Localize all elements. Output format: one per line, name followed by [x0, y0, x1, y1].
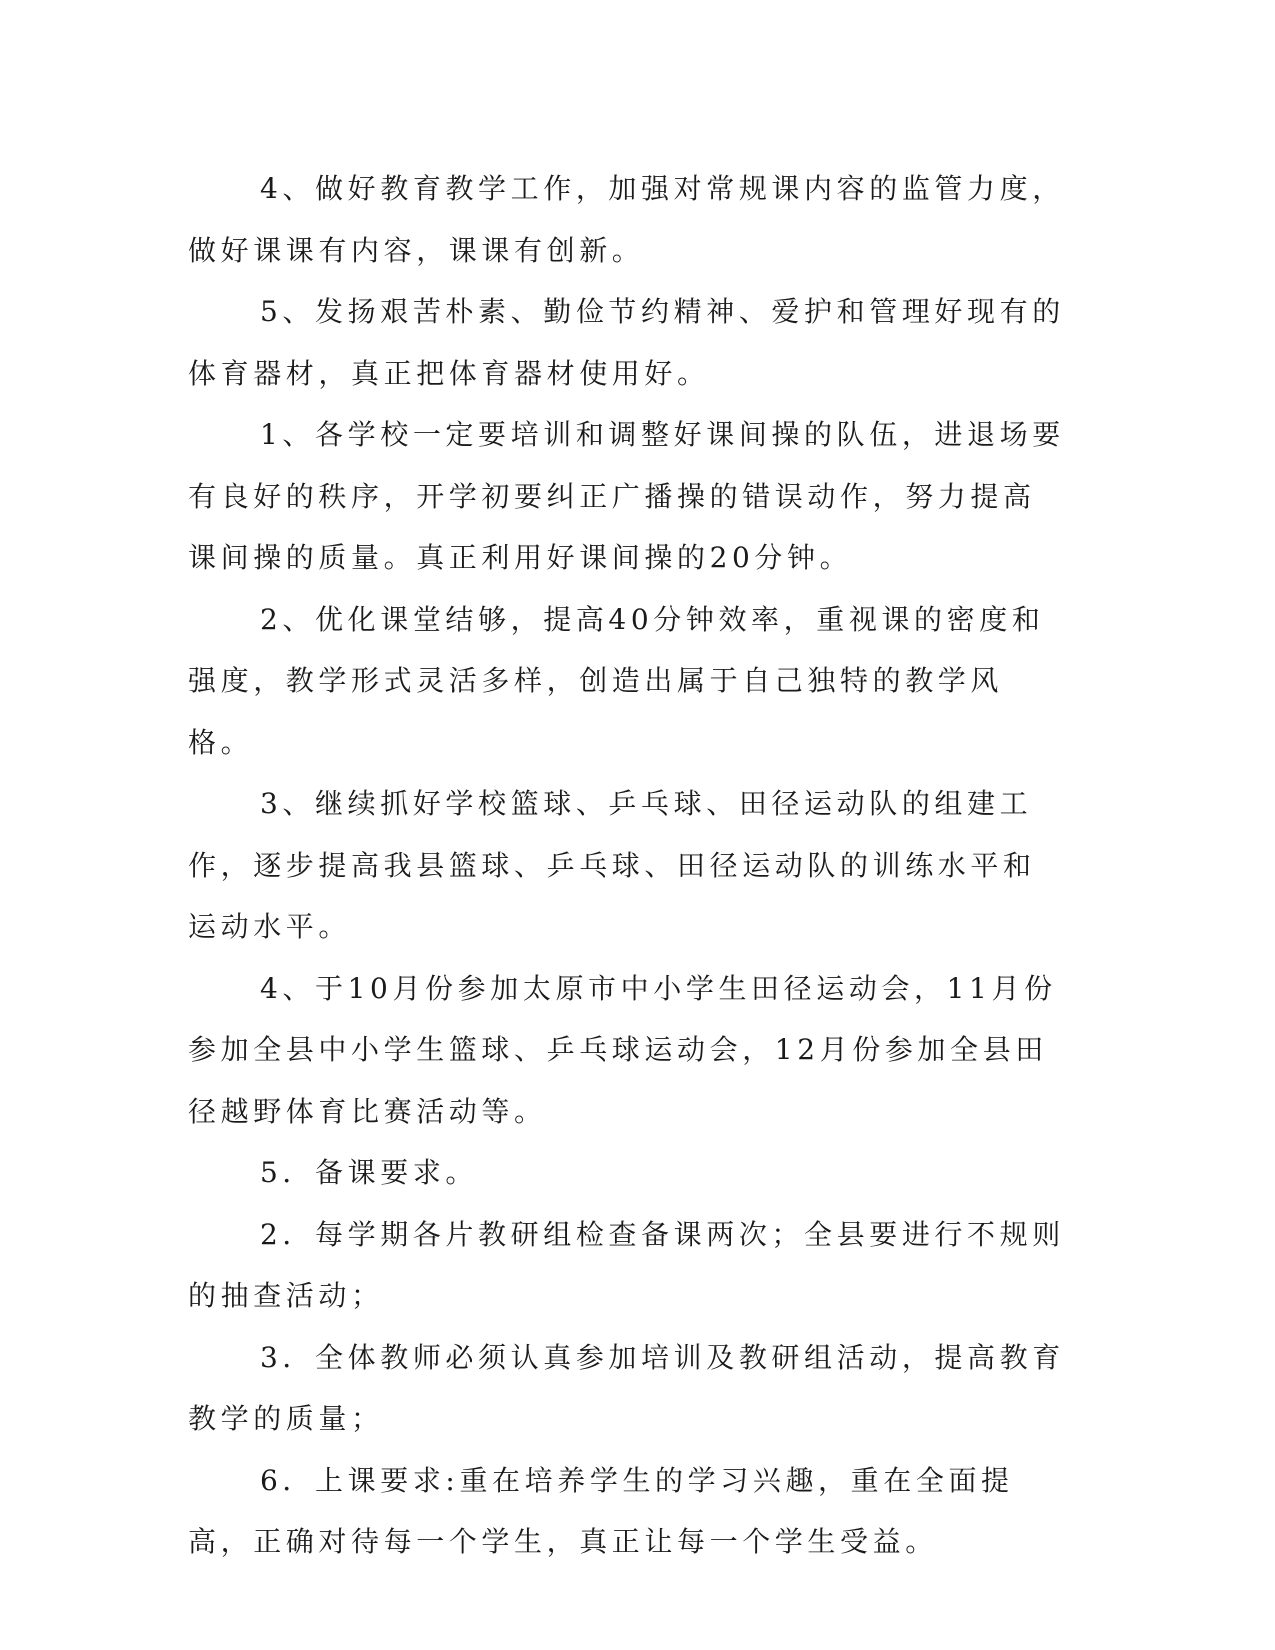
paragraph-sports-teams: 3、继续抓好学校篮球、乒乓球、田径运动队的组建工作，逐步提高我县篮球、乒乓球、田径运动队的训练水平和运动水平。 — [188, 787, 1036, 943]
document-body — [188, 158, 1068, 1573]
paragraph-competitions: 4、于10月份参加太原市中小学生田径运动会，11月份参加全县中小学生篮球、乒乓球运动会，12月份参加全县田径越野体育比赛活动等。 — [188, 971, 1057, 1128]
paragraph-exercise-break: 1、各学校一定要培训和调整好课间操的队伍，进退场要有良好的秩序，开学初要纠正广播操的错误动作，努力提高课间操的质量。真正利用好课间操的20分钟。 — [188, 418, 1065, 574]
paragraph-lesson-prep-heading: 5．备课要求。 — [260, 1156, 479, 1189]
paragraph-class-requirements: 6．上课要求:重在培养学生的学习兴趣，重在全面提高，正确对待每一个学生，真正让每一个学生受益。 — [188, 1463, 1014, 1558]
paragraph-classroom-structure: 2、优化课堂结够，提高40分钟效率，重视课的密度和强度，教学形式灵活多样，创造出属于自己独特的教学风格。 — [188, 602, 1045, 759]
paragraph-teaching-work: 4、做好教育教学工作，加强对常规课内容的监管力度，做好课课有内容，课课有创新。 — [188, 172, 1065, 267]
paragraph-teacher-training: 3．全体教师必须认真参加培训及教研组活动，提高教育教学的质量； — [188, 1340, 1065, 1435]
paragraph-equipment: 5、发扬艰苦朴素、勤俭节约精神、爱护和管理好现有的体育器材，真正把体育器材使用好。 — [188, 295, 1065, 390]
paragraph-lesson-prep-checks: 2．每学期各片教研组检查备课两次；全县要进行不规则的抽查活动； — [188, 1217, 1065, 1312]
